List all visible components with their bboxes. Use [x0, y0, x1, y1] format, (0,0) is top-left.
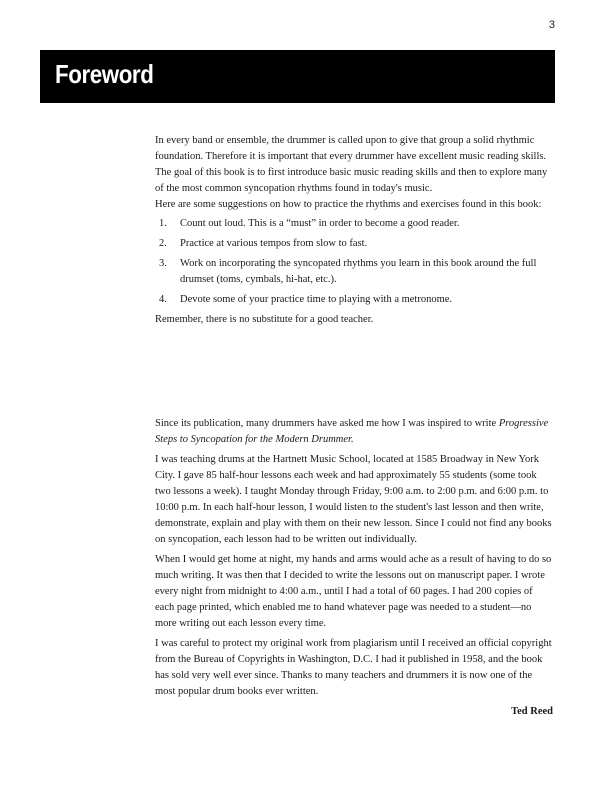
list-item-text: Count out loud. This is a “must” in order to become a good reader. [180, 218, 460, 229]
list-item [155, 236, 553, 252]
suggestions-lead: Here are some suggestions on how to practice the rhythms and exercises found in this book: [155, 199, 542, 210]
list-item-number: 2. [159, 238, 167, 249]
history-paragraph-3: When I would get home at night, my hands and arms would ache as a result of having to do so much writing. It was then that I decided to write the lessons out on manuscript paper. I wrote every night from midnight to 4:00 a.m., until I had a total of 60 pages. I had 200 copies of each page printed, which enabled me to hand whatever page was needed to a student—no more writing out each lesson every time. [155, 554, 552, 629]
list-item-text: Work on incorporating the syncopated rhythms you learn in this book around the full drumset (toms, cymbals, hi-hat, etc.). [180, 258, 537, 285]
list-item [155, 256, 553, 288]
foreword-intro-section [155, 133, 553, 328]
list-item-number: 4. [159, 294, 167, 305]
history-paragraph-4: I was careful to protect my original work from plagiarism until I received an official copyright from the Bureau of Copyrights in Washington, D.C. I had it published in 1958, and the book has sold very well ever since. Thanks to many teachers and drummers it is now one of the most popular drum books ever written. [155, 638, 552, 697]
history-paragraph-2: I was teaching drums at the Hartnett Music School, located at 1585 Broadway in New York City. I gave 85 half-hour lessons each week and had approximately 55 students (some took two lessons a week). I taught Monday through Friday, 9:00 a.m. to 2:00 p.m. and 6:00 p.m. to 10:00 p.m. In each half-hour lesson, I would listen to the student's last lesson and then write, demonstrate, explain and play with them on their new lesson. Since I could not find any books on syncopation, each lesson had to be written out individually. [155, 454, 552, 545]
list-item [155, 216, 553, 232]
title-banner [40, 50, 555, 103]
list-item-number: 3. [159, 258, 167, 269]
list-item-text: Devote some of your practice time to playing with a metronome. [180, 294, 453, 305]
foreword-history-section [155, 416, 553, 720]
page-title: Foreword [55, 59, 154, 89]
page-number: 3 [548, 19, 555, 31]
closing-line: Remember, there is no substitute for a good teacher. [155, 314, 374, 325]
history-paragraph-1-text: Since its publication, many drummers have asked me how I was inspired to write [155, 418, 499, 429]
list-item-number: 1. [159, 218, 167, 229]
author-signature: Ted Reed [511, 706, 553, 717]
suggestions-list [155, 216, 553, 308]
history-paragraph-1 [155, 416, 553, 448]
list-item-text: Practice at various tempos from slow to fast. [180, 238, 368, 249]
book-title: Progressive Steps to Syncopation for the Modern Drummer. [155, 418, 549, 445]
list-item [155, 292, 553, 308]
intro-paragraph: In every band or ensemble, the drummer is called upon to give that group a solid rhythmic foundation. Therefore it is important that every drummer have excellent music reading skills. The goal of this book is to first introduce basic music reading skills and then to explore many of the most common syncopation rhythms found in today's music. [155, 135, 548, 194]
